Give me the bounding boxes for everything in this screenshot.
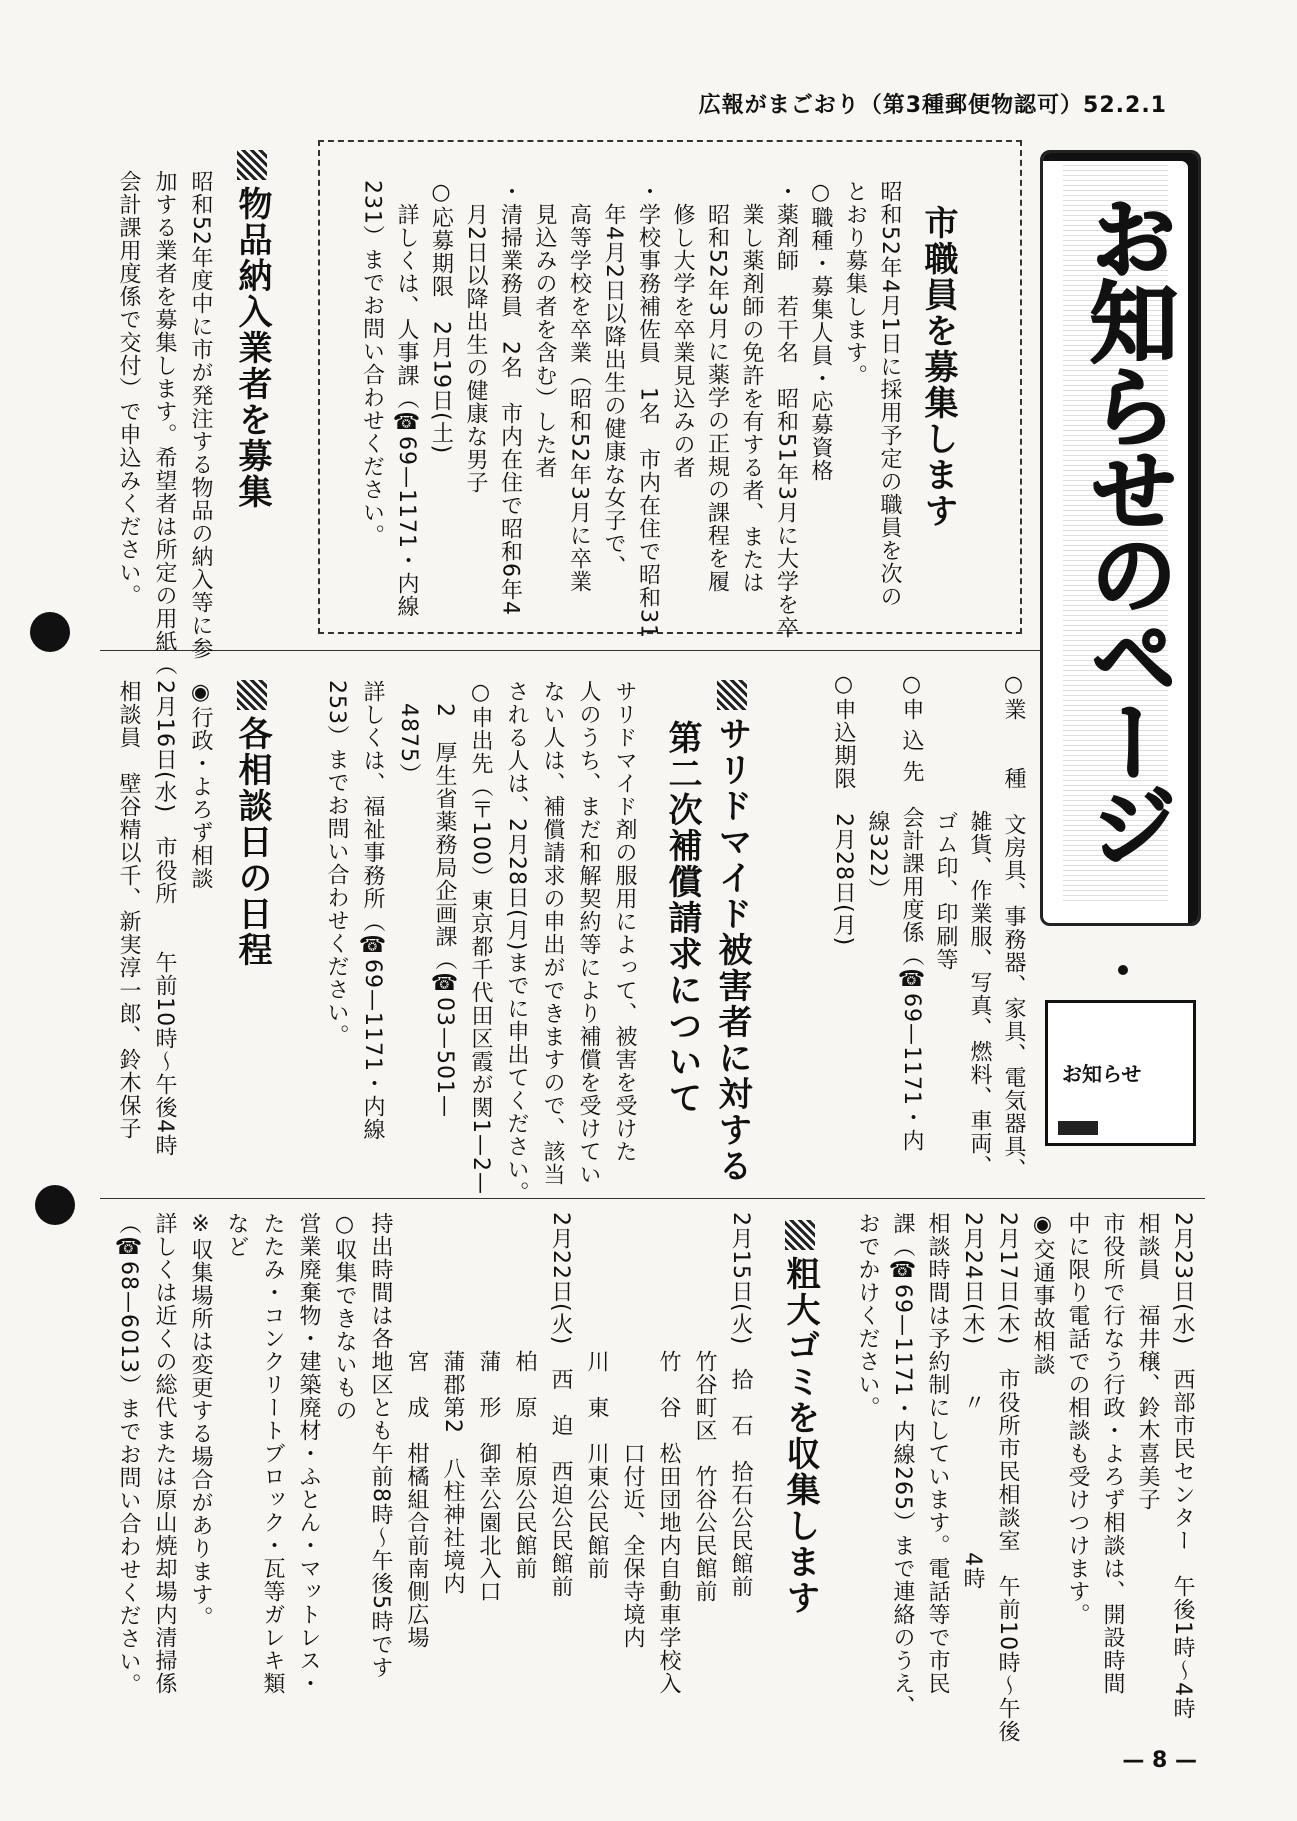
text-line: 昭和52年度中に市が発注する物品の納入等に参: [188, 170, 213, 660]
text-line: サリドマイド剤の服用によって、被害を受けた: [612, 680, 637, 1163]
garbage-text: [110, 1212, 758, 1732]
recruit-body: [336, 180, 906, 639]
text-line: 竹谷町区 竹谷公民館前: [692, 1212, 717, 1603]
text-line: 市役所で行なう行政・よろず相談は、開設時間: [1100, 1212, 1125, 1695]
text-line: たたみ・コンクリートブロック・瓦等ガレキ類: [260, 1212, 285, 1695]
text-line: 2月15日(火) 拾 石 拾石公民館前: [728, 1212, 753, 1599]
text-line: 4875）: [396, 680, 421, 786]
board-hook-icon: [1118, 965, 1128, 975]
thalidomide-title-1: [710, 680, 754, 1184]
text-line: 年4月2日以降出生の健康な女子で、: [601, 180, 626, 578]
thalidomide-title-2: 第二次補償請求について: [662, 720, 702, 1116]
text-line: ○申出先（〒100）東京都千代田区霞が関1—2—: [468, 680, 493, 1195]
text-line: 口付近、全保寺境内: [620, 1212, 645, 1649]
goods-details: [826, 672, 1030, 1192]
text-line: 詳しくは、人事課（☎69—1171・内線: [394, 180, 419, 618]
consult-title: [230, 680, 274, 968]
consult-cont-text: [850, 1212, 1200, 1744]
text-line: 竹 谷 松田団地内自動車学校入: [656, 1212, 681, 1695]
section-mark-icon: [717, 680, 747, 710]
text-line: 相談員 福井穣、鈴木喜美子: [1135, 1212, 1160, 1511]
text-line: ・清掃業務員 2名 市内在住で昭和6年4: [497, 180, 523, 616]
text-line: 修し大学を卒業見込みの者: [670, 180, 695, 479]
text-line: ○業 種 文房具、事務器、家具、電気器具、: [1001, 672, 1026, 1181]
text-line: 2月16日(水) 市役所 午前10時～午後4時: [152, 680, 177, 1158]
text-line: される人は、2月28日(月)までに申出てください。: [504, 680, 529, 1205]
text-line: 雑貨、作業服、写真、燃料、車両、: [967, 672, 992, 1178]
text-line: ※収集場所は変更する場合があります。: [188, 1212, 213, 1629]
banner: [1040, 150, 1201, 926]
text-line: ゴム印、印刷等: [933, 672, 958, 971]
goods-title-text: 物品納入業者を募集: [232, 186, 272, 510]
text-line: 2月23日(水) 西部市民センター 午後1時～4時: [1170, 1212, 1195, 1721]
notice-board-label: お知らせ: [1062, 1062, 1142, 1086]
text-line: ○職種・募集人員・応募資格: [808, 180, 833, 482]
garbage-title: [778, 1220, 822, 1616]
text-line: 月2日以降出生の健康な男子: [463, 180, 488, 494]
text-line: おでかけください。: [855, 1212, 880, 1419]
text-line: ない人は、補償請求の申出ができますので、該当: [540, 680, 565, 1186]
text-line: 2 厚生省薬務局企画課（☎03—501—: [432, 680, 457, 1118]
text-line: 昭和52年3月に薬学の正規の課程を履: [704, 180, 730, 593]
text-line: 会計課用度係で交付）で申込みください。: [116, 170, 141, 607]
board-base: [1058, 1121, 1098, 1135]
recruit-text: [354, 180, 906, 639]
text-line: ・学校事務補佐員 1名 市内在住で昭和31: [635, 180, 661, 639]
goods-text: [110, 170, 218, 676]
goods-title: [230, 150, 274, 510]
text-line: ・薬剤師 若干名 昭和51年3月に大学を卒: [773, 180, 799, 639]
text-line: 課（☎69—1171・内線265）まで連絡のうえ、: [890, 1212, 915, 1718]
text-line: 蒲郡第2 八柱神社境内: [440, 1212, 465, 1595]
text-line: ○申 込 先 会計課用度係（☎69—1171・内: [899, 672, 924, 1152]
banner-title: お知らせのページ: [1076, 193, 1180, 865]
text-line: 線322）: [865, 672, 890, 901]
notice-board: [1045, 1000, 1196, 1146]
text-line: ◉交通事故相談: [1030, 1212, 1055, 1376]
page-header: 広報がまごおり（第3種郵便物認可）52.2.1: [698, 93, 1167, 118]
text-line: 詳しくは、福祉事務所（☎69—1171・内線: [360, 680, 385, 1141]
consult-text: [110, 680, 218, 1190]
text-line: 231）までお問い合わせください。: [359, 180, 385, 547]
section-mark-icon: [237, 150, 267, 180]
text-line: 昭和52年4月1日に採用予定の職員を次の: [877, 180, 902, 608]
text-line: 持出時間は各地区とも午前8時～午後5時です: [368, 1212, 393, 1679]
thalidomide-text: [318, 680, 642, 1205]
text-line: 蒲 形 御幸公園北入口: [476, 1212, 501, 1603]
divider-top: [100, 650, 1065, 651]
text-line: 営業廃棄物・建築廃材・ふとん・マットレス・: [296, 1212, 321, 1695]
text-line: 柏 原 柏原公民館前: [512, 1212, 537, 1580]
page-number: — 8 —: [1122, 1748, 1197, 1773]
binder-hole: [30, 612, 70, 652]
text-line: 2月24日(木) 〃 4時: [960, 1212, 985, 1591]
text-line: 川 東 川東公民館前: [584, 1212, 609, 1580]
text-line: 見込みの者を含む）した者: [532, 180, 557, 479]
text-line: 相談時間は予約制にしています。電話等で市民: [925, 1212, 950, 1695]
text-line: （☎68—6013）までお問い合わせください。: [116, 1212, 141, 1696]
text-line: 相談員 壁谷精以千、新実淳一郎、鈴木保子: [116, 680, 141, 1140]
recruit-title: 市職員を募集します: [918, 205, 958, 529]
text-line: ○申込期限 2月28日(月): [831, 672, 856, 947]
text-line: 人のうち、まだ和解契約等により補償を受けてい: [576, 680, 601, 1186]
text-line: とおり募集します。: [842, 180, 868, 387]
section-mark-icon: [237, 680, 267, 710]
garbage-title-text: 粗大ゴミを収集します: [780, 1256, 820, 1616]
text-line: 宮 成 柑橘組合前南側広場: [404, 1212, 429, 1649]
consult-title-text: 各相談日の日程: [232, 716, 272, 968]
text-line: 2月17日(木) 市役所市民相談室 午前10時～午後: [995, 1212, 1020, 1744]
divider-middle: [100, 1198, 1205, 1199]
text-line: 中に限り電話での相談も受けつけます。: [1065, 1212, 1090, 1626]
thalidomide-title-1-text: サリドマイド被害者に対する: [712, 716, 752, 1184]
section-mark-icon: [785, 1220, 815, 1250]
text-line: 253）までお問い合わせください。: [324, 680, 349, 1047]
text-line: 業し薬剤師の免許を有する者、または: [739, 180, 764, 594]
text-line: 詳しくは近くの総代または原山焼却場内清掃係: [152, 1212, 177, 1695]
text-line: ◉行政・よろず相談: [188, 680, 213, 890]
text-line: 高等学校を卒業（昭和52年3月に卒業: [566, 180, 592, 593]
text-line: ○収集できないもの: [332, 1212, 357, 1422]
text-line: など: [224, 1212, 249, 1258]
text-line: 2月22日(火) 西 迫 西迫公民館前: [548, 1212, 573, 1599]
text-line: 加する業者を募集します。希望者は所定の用紙（: [152, 170, 177, 676]
binder-hole: [35, 1185, 75, 1225]
text-line: ○応募期限 2月19日(土): [428, 180, 454, 455]
